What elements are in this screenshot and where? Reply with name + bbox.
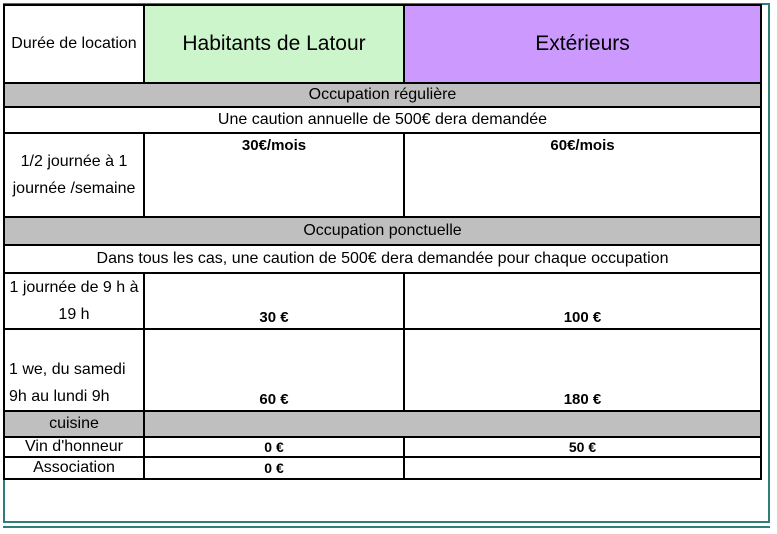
regular-deposit-note: Une caution annuelle de 500€ dera demandée: [4, 107, 761, 133]
row-label: 1/2 journée à 1 journée /semaine: [4, 133, 144, 217]
section-kitchen-band: [144, 411, 761, 437]
rental-rates-table: [3, 4, 762, 480]
residents-price: 0 €: [144, 457, 404, 479]
section-kitchen-title: cuisine: [4, 411, 144, 437]
row-label: 1 we, du samedi 9h au lundi 9h: [4, 329, 144, 411]
residents-price: 30 €: [144, 273, 404, 329]
external-price: [404, 457, 761, 479]
section-row: [4, 217, 761, 245]
header-row: [4, 5, 761, 83]
external-price: 180 €: [404, 329, 761, 411]
table-row: [4, 133, 761, 217]
section-row: [4, 83, 761, 107]
external-price: 50 €: [404, 437, 761, 457]
row-label: Vin d'honneur: [4, 437, 144, 457]
external-header: Extérieurs: [404, 5, 761, 83]
external-price: 100 €: [404, 273, 761, 329]
table-row: [4, 329, 761, 411]
external-price: 60€/mois: [404, 133, 761, 217]
note-row: [4, 107, 761, 133]
section-row: [4, 411, 761, 437]
section-regular-title: Occupation régulière: [4, 83, 761, 107]
row-label: 1 journée de 9 h à 19 h: [4, 273, 144, 329]
section-occasional-title: Occupation ponctuelle: [4, 217, 761, 245]
bottom-rule: [3, 526, 770, 528]
residents-price: 30€/mois: [144, 133, 404, 217]
table-row: [4, 273, 761, 329]
residents-price: 60 €: [144, 329, 404, 411]
residents-header: Habitants de Latour: [144, 5, 404, 83]
note-row: [4, 245, 761, 273]
occasional-deposit-note: Dans tous les cas, une caution de 500€ dera demandée pour chaque occupation: [4, 245, 761, 273]
duration-header: Durée de location: [4, 5, 144, 83]
residents-price: 0 €: [144, 437, 404, 457]
table-row: [4, 457, 761, 479]
row-label: Association: [4, 457, 144, 479]
table-row: [4, 437, 761, 457]
